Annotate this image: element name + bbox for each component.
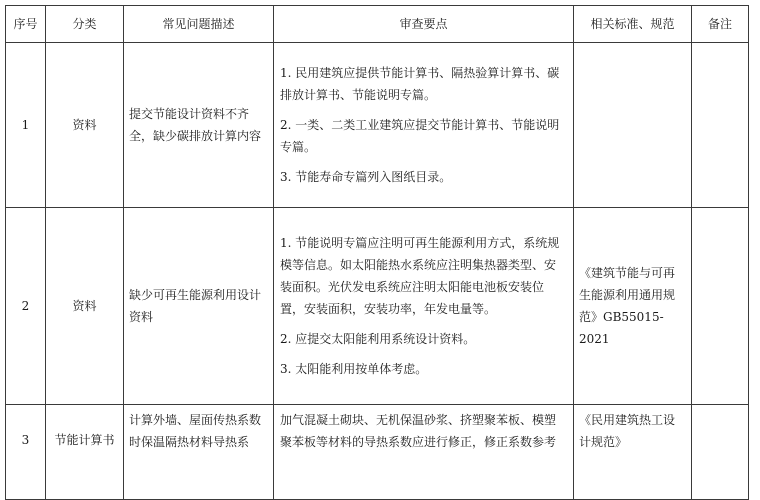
row-no: 3 bbox=[6, 405, 46, 500]
row-category: 节能计算书 bbox=[46, 405, 124, 500]
table-header-row bbox=[6, 6, 749, 43]
header-remark: 备注 bbox=[692, 6, 749, 43]
row-review-points bbox=[274, 208, 574, 405]
row-standard bbox=[574, 43, 692, 208]
header-no: 序号 bbox=[6, 6, 46, 43]
table-row bbox=[6, 43, 749, 208]
row-standard: 《建筑节能与可再生能源利用通用规范》GB55015-2021 bbox=[574, 208, 692, 405]
review-point: 2. 一类、二类工业建筑应提交节能计算书、节能说明专篇。 bbox=[280, 118, 560, 154]
row-category: 资料 bbox=[46, 43, 124, 208]
table-row bbox=[6, 208, 749, 405]
review-point: 1. 民用建筑应提供节能计算书、隔热验算计算书、碳排放计算书、节能说明专篇。 bbox=[280, 66, 560, 102]
row-review-points bbox=[274, 43, 574, 208]
header-category: 分类 bbox=[46, 6, 124, 43]
row-remark bbox=[692, 208, 749, 405]
review-point: 1. 节能说明专篇应注明可再生能源利用方式，系统规模等信息。如太阳能热水系统应注明集热器类型、安装面积。光伏发电系统应注明太阳能电池板安装位置，安装面积，安装功率，年发电量等。 bbox=[280, 236, 560, 316]
header-problem: 常见问题描述 bbox=[124, 6, 274, 43]
row-problem: 缺少可再生能源利用设计资料 bbox=[124, 208, 274, 405]
row-problem: 提交节能设计资料不齐全，缺少碳排放计算内容 bbox=[124, 43, 274, 208]
review-point: 3. 太阳能利用按单体考虑。 bbox=[280, 362, 428, 376]
row-no: 1 bbox=[6, 43, 46, 208]
header-standard: 相关标准、规范 bbox=[574, 6, 692, 43]
review-point: 2. 应提交太阳能利用系统设计资料。 bbox=[280, 332, 476, 346]
header-review-points: 审查要点 bbox=[274, 6, 574, 43]
row-no: 2 bbox=[6, 208, 46, 405]
row-review-points bbox=[274, 405, 574, 500]
row-category: 资料 bbox=[46, 208, 124, 405]
review-point: 3. 节能寿命专篇列入图纸目录。 bbox=[280, 170, 452, 184]
row-remark bbox=[692, 405, 749, 500]
table-row bbox=[6, 405, 749, 500]
row-problem: 计算外墙、屋面传热系数时保温隔热材料导热系 bbox=[124, 405, 274, 500]
row-standard: 《民用建筑热工设计规范》 bbox=[574, 405, 692, 500]
review-table bbox=[5, 5, 749, 500]
row-remark bbox=[692, 43, 749, 208]
review-point: 加气混凝土砌块、无机保温砂浆、挤塑聚苯板、模塑聚苯板等材料的导热系数应进行修正，修正系数参考 bbox=[280, 413, 557, 449]
